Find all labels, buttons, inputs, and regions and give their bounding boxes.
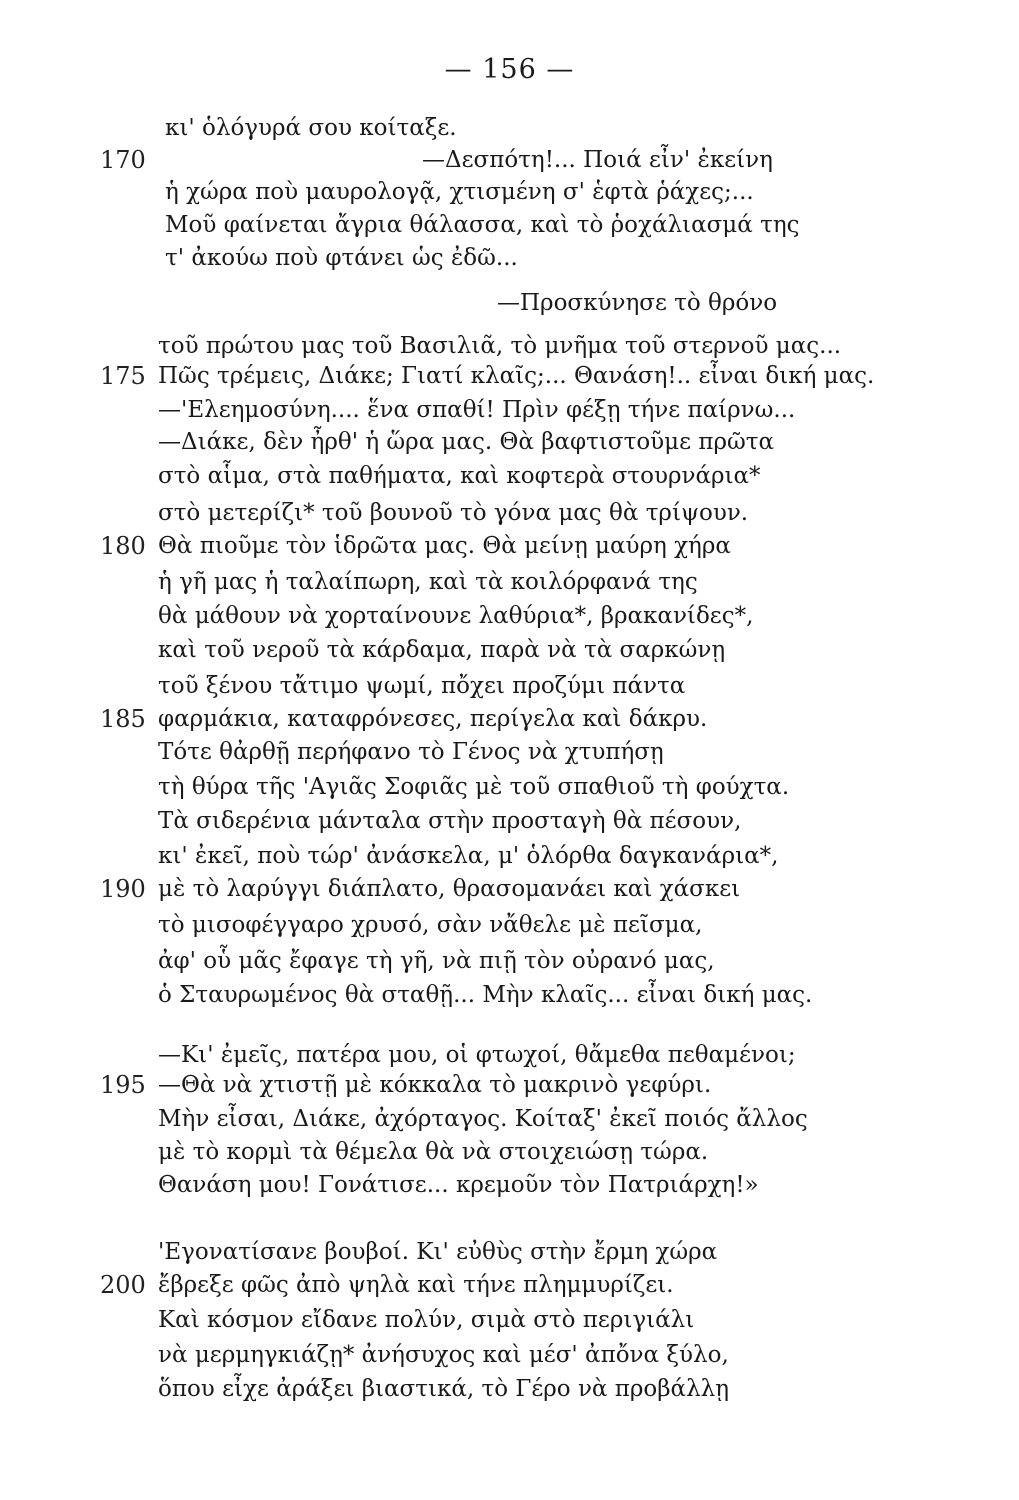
verse-text: μὲ τὸ κορμὶ τὰ θέμελα θὰ νὰ στοιχειώσῃ τώρα. — [158, 1139, 709, 1165]
verse-text: τοῦ πρώτου μας τοῦ Βασιλιᾶ, τὸ μνῆμα τοῦ στερνοῦ μας... — [158, 333, 842, 359]
verse-line — [0, 1300, 1019, 1340]
verse-line — [0, 630, 1019, 670]
verse-text: μὲ τὸ λαρύγγι διάπλατο, θρασομανάει καὶ χάσκει — [158, 876, 741, 902]
verse-text: κι' ὁλόγυρά σου κοίταξε. — [165, 115, 457, 141]
verse-text: στὸ μετερίζι* τοῦ βουνοῦ τὸ γόνα μας θὰ τρίψουν. — [158, 500, 749, 526]
line-number: 185 — [100, 705, 146, 733]
verse-text: Καὶ κόσμον εἴδανε πολύν, σιμὰ στὸ περιγιάλι — [158, 1307, 695, 1333]
verse-text: —Κι' ἐμεῖς, πατέρα μου, οἱ φτωχοί, θἄμεθα πεθαμένοι; — [158, 1042, 796, 1068]
verse-text: τὴ θύρα τῆς 'Αγιᾶς Σοφιᾶς μὲ τοῦ σπαθιοῦ τὴ φούχτα. — [158, 774, 790, 800]
line-number: 200 — [100, 1271, 146, 1299]
line-number: 170 — [100, 146, 146, 174]
verse-text: ἀφ' οὗ μᾶς ἔφαγε τὴ γῆ, νὰ πιῇ τὸν οὐρανό μας, — [158, 948, 715, 974]
verse-text: 'Εγονατίσανε βουβοί. Κι' εὐθὺς στὴν ἔρμη χώρα — [158, 1239, 718, 1265]
verse-text: θὰ μάθουν νὰ χορταίνουνε λαθύρια*, βρακανίδες*, — [158, 603, 754, 629]
line-number: 180 — [100, 532, 146, 560]
verse-line — [0, 869, 1019, 909]
verse-text: —Θὰ νὰ χτιστῇ μὲ κόκκαλα τὸ μακρινὸ γεφύρι. — [158, 1072, 712, 1098]
verse-text: —Προσκύνησε τὸ θρόνο — [497, 290, 778, 316]
page-number: — 156 — — [444, 54, 575, 85]
verse-text: φαρμάκια, καταφρόνεσες, περίγελα καὶ δάκρυ. — [158, 706, 708, 732]
verse-text: Μὴν εἶσαι, Διάκε, ἀχόρταγος. Κοίταξ' ἐκεῖ ποιός ἄλλος — [158, 1106, 808, 1132]
line-number: 190 — [100, 875, 146, 903]
verse-line — [0, 526, 1019, 566]
verse-text: κι' ἐκεῖ, ποὺ τώρ' ἀνάσκελα, μ' ὁλόρθα δαγκανάρια*, — [158, 843, 779, 869]
verse-text: Θανάση μου! Γονάτισε... κρεμοῦν τὸν Πατριάρχη!» — [158, 1172, 759, 1198]
verse-text: τοῦ ξένου τἄτιμο ψωμί, πὄχει προζύμι πάντα — [158, 673, 686, 699]
verse-text: στὸ αἷμα, στὰ παθήματα, καὶ κοφτερὰ στουρνάρια* — [158, 463, 761, 489]
verse-text: ἔβρεξε φῶς ἀπὸ ψηλὰ καὶ τήνε πλημμυρίζει. — [158, 1272, 674, 1298]
verse-text: ὅπου εἶχε ἀράξει βιαστικά, τὸ Γέρο νὰ προβάλλῃ — [158, 1376, 730, 1402]
verse-text: Τὰ σιδερένια μάνταλα στὴν προσταγὴ θὰ πέσουν, — [158, 808, 742, 834]
verse-text: —Διάκε, δὲν ἦρθ' ἡ ὥρα μας. Θὰ βαφτιστοῦμε πρῶτα — [158, 429, 774, 455]
verse-text: νὰ μερμηγκιάζῃ* ἀνήσυχος καὶ μέσ' ἀπὄνα ξύλο, — [158, 1342, 729, 1368]
verse-text: τὸ μισοφέγγαρο χρυσό, σὰν νἄθελε μὲ πεῖσμα, — [158, 912, 703, 938]
verse-text: ἡ χώρα ποὺ μαυρολογᾷ, χτισμένη σ' ἑφτὰ ῥάχες;... — [165, 179, 754, 205]
verse-line — [0, 732, 1019, 772]
verse-line — [0, 1265, 1019, 1305]
line-number: 175 — [100, 362, 146, 390]
verse-text: ὁ Σταυρωμένος θὰ σταθῇ... Μὴν κλαῖς... εἶναι δική μας. — [158, 982, 813, 1008]
verse-text: τ' ἀκούω ποὺ φτάνει ὡς ἐδῶ... — [165, 245, 518, 271]
verse-text: —Δεσπότη!... Ποιά εἶν' ἐκείνη — [422, 147, 773, 173]
verse-line — [0, 801, 1019, 841]
verse-line — [0, 1369, 1019, 1409]
verse-text: Τότε θἀρθῇ περήφανο τὸ Γένος νὰ χτυπήσῃ — [158, 739, 664, 765]
verse-line — [0, 238, 1019, 278]
verse-text: ἡ γῆ μας ἡ ταλαίπωρη, καὶ τὰ κοιλόρφανά της — [158, 569, 698, 595]
verse-line — [0, 283, 1019, 323]
verse-text: Πῶς τρέμεις, Διάκε; Γιατί κλαῖς;... Θανάση!.. εἶναι δική μας. — [158, 363, 875, 389]
line-number: 195 — [100, 1071, 146, 1099]
verse-line — [0, 1165, 1019, 1205]
verse-line — [0, 975, 1019, 1015]
verse-text: Θὰ πιοῦμε τὸν ἱδρῶτα μας. Θὰ μείνῃ μαύρη χήρα — [158, 533, 731, 559]
verse-text: —'Ελεημοσύνη.... ἕνα σπαθί! Πρὶν φέξῃ τήνε παίρνω... — [158, 397, 796, 423]
verse-line — [0, 456, 1019, 496]
verse-text: Μοῦ φαίνεται ἄγρια θάλασσα, καὶ τὸ ῥοχάλιασμά της — [165, 212, 800, 238]
verse-line — [0, 905, 1019, 945]
verse-text: καὶ τοῦ νεροῦ τὰ κάρδαμα, παρὰ νὰ τὰ σαρκώνῃ — [158, 637, 726, 663]
